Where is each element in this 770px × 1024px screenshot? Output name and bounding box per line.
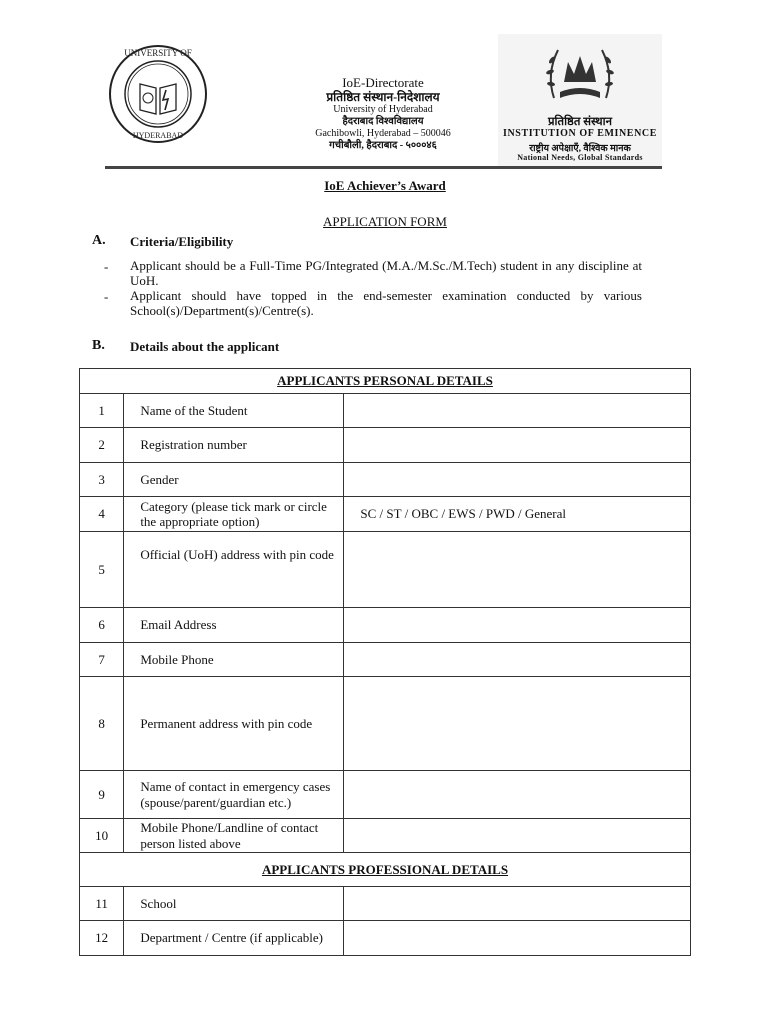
row-number: 2 bbox=[80, 428, 124, 463]
emergency-phone-field[interactable] bbox=[344, 819, 691, 853]
form-title: APPLICATION FORM bbox=[323, 214, 447, 229]
registration-number-field[interactable] bbox=[344, 428, 691, 463]
table-row bbox=[80, 394, 691, 428]
ioe-emblem-icon bbox=[540, 38, 620, 112]
university-seal-logo bbox=[108, 44, 208, 144]
award-title: IoE Achiever’s Award bbox=[324, 178, 446, 193]
row-number: 8 bbox=[80, 677, 124, 771]
section-b-heading: Details about the applicant bbox=[130, 339, 280, 354]
applicant-details-table bbox=[79, 368, 691, 956]
table-row bbox=[80, 921, 691, 956]
table-section-header-row bbox=[80, 853, 691, 887]
school-field[interactable] bbox=[344, 887, 691, 921]
table-row bbox=[80, 463, 691, 497]
section-a-heading: Criteria/Eligibility bbox=[130, 234, 234, 249]
professional-details-header: APPLICANTS PROFESSIONAL DETAILS bbox=[80, 853, 691, 887]
field-label: Name of the Student bbox=[124, 394, 344, 428]
field-label: School bbox=[124, 887, 344, 921]
section-a-letter: A. bbox=[92, 233, 106, 248]
bullet-dash: - bbox=[104, 259, 109, 274]
eligibility-item: Applicant should have topped in the end-semester examination conducted by various School(s)/Department(s)/Centre(s). bbox=[130, 288, 642, 318]
row-number: 1 bbox=[80, 394, 124, 428]
field-label: Department / Centre (if applicable) bbox=[124, 921, 344, 956]
department-field[interactable] bbox=[344, 921, 691, 956]
row-number: 11 bbox=[80, 887, 124, 921]
official-address-field[interactable] bbox=[344, 532, 691, 608]
field-label: Email Address bbox=[124, 608, 344, 643]
name-field[interactable] bbox=[344, 394, 691, 428]
bullet-dash: - bbox=[104, 289, 109, 304]
table-row bbox=[80, 532, 691, 608]
row-number: 7 bbox=[80, 643, 124, 677]
table-row bbox=[80, 643, 691, 677]
row-number: 12 bbox=[80, 921, 124, 956]
ioe-tagline-hindi: राष्ट्रीय अपेक्षाएँ, वैश्विक मानक bbox=[529, 144, 631, 154]
table-section-header-row bbox=[80, 369, 691, 394]
table-row bbox=[80, 887, 691, 921]
row-number: 9 bbox=[80, 771, 124, 819]
directorate-name-hindi: प्रतिष्ठित संस्थान-निदेशालय bbox=[326, 90, 440, 104]
section-b-letter: B. bbox=[92, 338, 105, 353]
university-name-hindi: हैदराबाद विश्वविद्यालय bbox=[342, 116, 424, 127]
mobile-phone-field[interactable] bbox=[344, 643, 691, 677]
table-row bbox=[80, 497, 691, 532]
field-label: Official (UoH) address with pin code bbox=[124, 532, 344, 608]
header-center-text bbox=[268, 75, 498, 152]
row-number: 10 bbox=[80, 819, 124, 853]
ioe-tagline: National Needs, Global Standards bbox=[517, 153, 643, 162]
directorate-name: IoE-Directorate bbox=[342, 75, 424, 90]
category-options[interactable]: SC / ST / OBC / EWS / PWD / General bbox=[344, 497, 691, 532]
field-label: Mobile Phone/Landline of contact person listed above bbox=[124, 819, 344, 853]
address: Gachibowli, Hyderabad – 500046 bbox=[315, 128, 451, 139]
table-row bbox=[80, 677, 691, 771]
personal-details-header: APPLICANTS PERSONAL DETAILS bbox=[80, 369, 691, 394]
email-field[interactable] bbox=[344, 608, 691, 643]
row-number: 5 bbox=[80, 532, 124, 608]
field-label: Category (please tick mark or circle the appropriate option) bbox=[124, 497, 344, 532]
address-hindi: गचीबौली, हैदराबाद - ५०००४६ bbox=[329, 140, 437, 151]
table-row bbox=[80, 608, 691, 643]
field-label: Permanent address with pin code bbox=[124, 677, 344, 771]
permanent-address-field[interactable] bbox=[344, 677, 691, 771]
row-number: 4 bbox=[80, 497, 124, 532]
row-number: 3 bbox=[80, 463, 124, 497]
svg-text:HYDERABAD: HYDERABAD bbox=[132, 131, 184, 140]
eligibility-item: Applicant should be a Full-Time PG/Integrated (M.A./M.Sc./M.Tech) student in any discipline at UoH. bbox=[130, 258, 642, 288]
table-row bbox=[80, 819, 691, 853]
university-name: University of Hyderabad bbox=[333, 104, 433, 115]
field-label: Mobile Phone bbox=[124, 643, 344, 677]
table-row bbox=[80, 428, 691, 463]
ioe-name-hindi: प्रतिष्ठित संस्थान bbox=[548, 116, 612, 128]
table-row bbox=[80, 771, 691, 819]
svg-text:UNIVERSITY OF: UNIVERSITY OF bbox=[124, 48, 192, 58]
field-label: Name of contact in emergency cases (spouse/parent/guardian etc.) bbox=[124, 771, 344, 819]
gender-field[interactable] bbox=[344, 463, 691, 497]
header-divider bbox=[105, 166, 662, 169]
row-number: 6 bbox=[80, 608, 124, 643]
field-label: Gender bbox=[124, 463, 344, 497]
field-label: Registration number bbox=[124, 428, 344, 463]
emergency-contact-field[interactable] bbox=[344, 771, 691, 819]
ioe-name: INSTITUTION OF EMINENCE bbox=[502, 128, 657, 139]
